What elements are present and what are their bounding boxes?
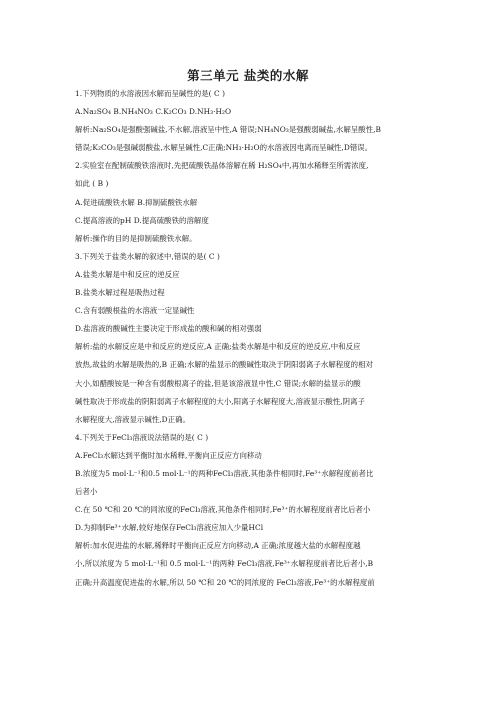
text-line: 解析:操作的目的是抑制硫酸铁水解。 [75,233,197,243]
text-line: 小,所以浓度为 5 mol·L⁻¹和 0.5 mol·L⁻¹的两种 FeCl₃溶液,Fe³⁺水解程度前者比后者小,B [75,559,374,569]
text-line: 解析:盐的水解反应是中和反应的逆反应,A 正确;盐类水解是中和反应的逆反应,中和反应 [75,342,361,352]
text-line: D.盐溶液的酸碱性主要决定于形成盐的酸和碱的相对强弱 [75,324,262,334]
text-line: C.含有弱酸根盐的水溶液一定显碱性 [75,306,195,316]
text-line: 解析:Na₂SO₄是强酸强碱盐,不水解,溶液呈中性,A 错误;NH₄NO₃是强酸弱碱盐,水解呈酸性,B [75,125,382,135]
text-line: C.提高溶液的pH D.提高硫酸铁的溶解度 [75,215,209,225]
text-line: A.促进硫酸铁水解 B.抑制硫酸铁水解 [75,197,198,207]
text-line: A.盐类水解是中和反应的逆反应 [75,269,180,279]
document-body [75,88,421,595]
text-line: A.FeCl₃水解达到平衡时加水稀释,平衡向正反应方向移动 [75,450,262,460]
text-line: 解析:加水促进盐的水解,稀释时平衡向正反应方向移动,A 正确;浓度越大盐的水解程度越 [75,541,361,551]
page-title: 第三单元 盐类的水解 [187,68,309,83]
text-line: 1.下列物质的水溶液因水解而呈碱性的是( C ) [75,89,226,98]
text-line: 如此 ( B ) [75,179,109,189]
text-line: 3.下列关于盐类水解的叙述中,错误的是( C ) [75,251,220,261]
text-line: 大小,如醋酸铵是一种含有弱酸根离子的盐,但是该溶液显中性,C 错误;水解的盐显示的酸 [75,378,361,388]
text-line: B.盐类水解过程是吸热过程 [75,288,165,298]
text-line: D.为抑制Fe³⁺水解,较好地保存FeCl₃溶液应加入少量HCl [75,523,264,533]
text-line: 正确;升高温度促进盐的水解,所以 50 ℃和 20 ℃的同浓度的 FeCl₃溶液,Fe³⁺的水解程度前 [75,577,375,587]
text-line: 4.下列关于FeCl₃溶液说法错误的是( C ) [75,432,209,442]
text-line: 错误;K₂CO₃是强碱弱酸盐,水解呈碱性,C正确;NH₃·H₂O的水溶液因电离而呈碱性,D错误。 [75,143,373,153]
text-line: A.Na₂SO₄ B.NH₄NO₃ C.K₂CO₃ D.NH₃·H₂O [75,107,232,117]
text-line: 2.实验室在配制硫酸铁溶液时,先把硫酸铁晶体溶解在稀 H₂SO₄中,再加水稀释至所需浓度, [75,161,369,171]
text-line: 后者小 [75,487,98,497]
text-line: 碱性取决于形成盐的阴阳弱离子水解程度的大小,阳离子水解程度大,溶液显示酸性,阴离子 [75,396,365,406]
text-line: 放热,故盐的水解是吸热的,B 正确;水解的盐显示的酸碱性取决于阴阳弱离子水解程度的相对 [75,360,373,370]
text-line: B.浓度为5 mol·L⁻¹和0.5 mol·L⁻¹的两种FeCl₃溶液,其他条件相同时,Fe³⁺水解程度前者比 [75,468,374,478]
text-line: C.在 50 ℃和 20 ℃的同浓度的FeCl₃溶液,其他条件相同时,Fe³⁺的水解程度前者比后者小 [75,505,371,515]
text-line: 水解程度大,溶液显示碱性,D正确。 [75,414,190,424]
